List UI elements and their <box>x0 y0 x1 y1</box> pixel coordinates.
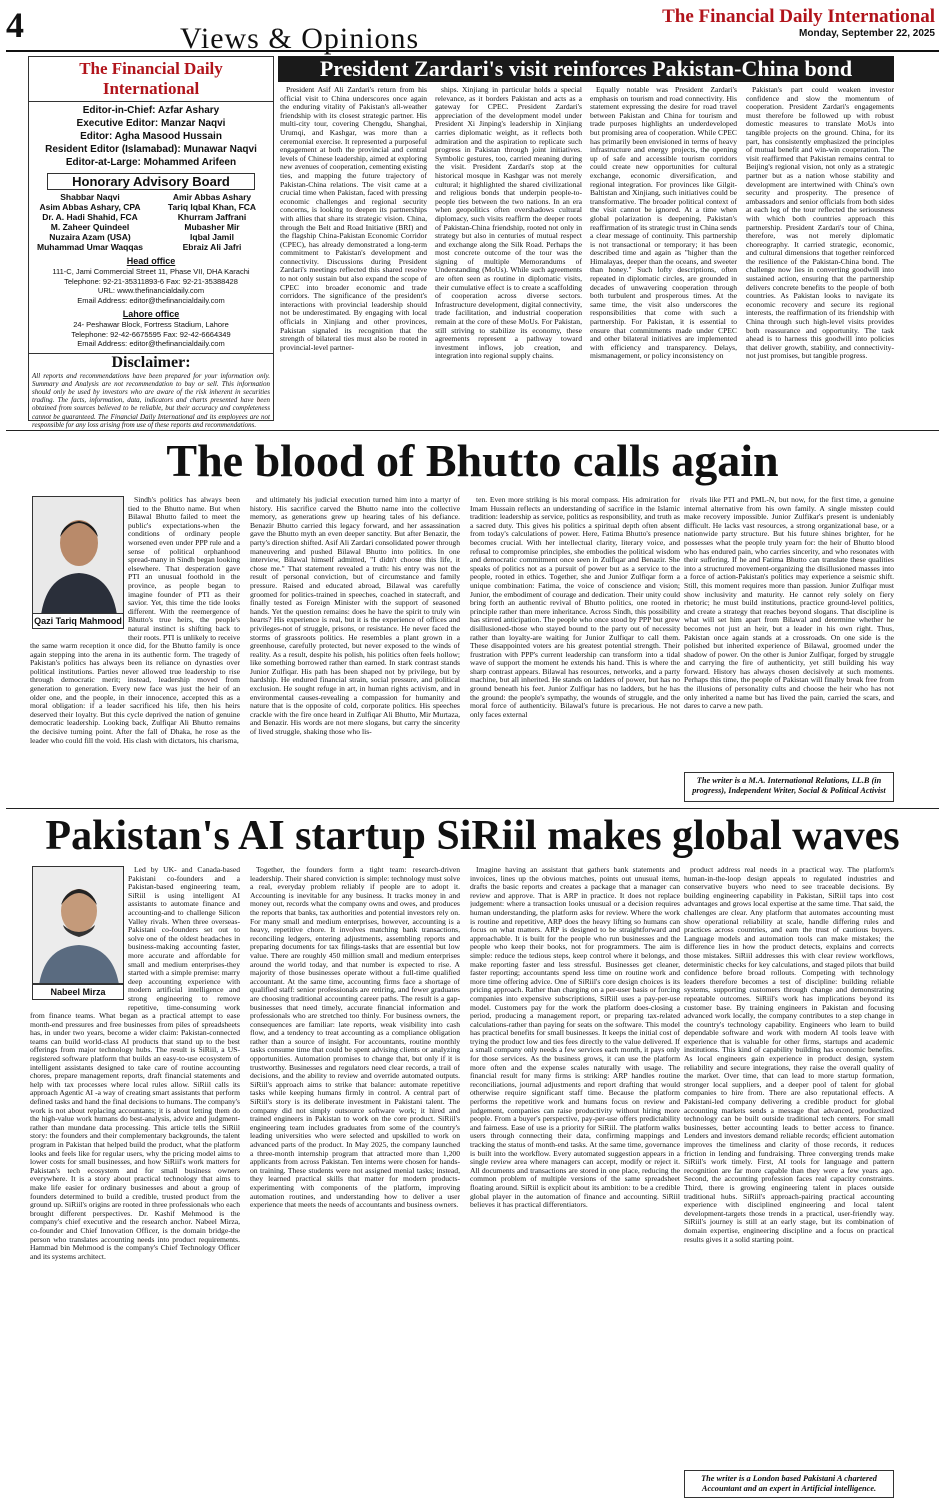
advisory-board-members <box>29 192 273 252</box>
paragraph: and ultimately his judicial execution turned him into a martyr of history. His sacrifice carved the Bhutto name into the collective memory, as generations grew up hearing tales of his defiance. Benazir Bhutto carried this legacy forward, and her assassination gave the Bhutto myth an even deeper sanctity. But after Benazir, the party's direction shifted. Asif Ali Zardari consolidated power through maneuvering and pushed Bilawal Bhutto into politics. In one interview, Bilawal himself admitted, "I didn't choose this life, it chose me." That statement revealed a truth: his entry was not the result of personal conviction, but of circumstance and family pressure. Raised and educated abroad, Bilawal was carefully groomed for politics-trained in speeches, coached in statecraft, and finally tested as Foreign Minister with the support of seasoned hands. Yet the question remains: does he have the spirit to truly win hearts? His experience is real, but it is the experience of offices and privileges-not of struggle, prisons, or resistance. He never faced the storms of grassroots politics. He resembles a plant grown in a greenhouse, carefully protected, but never exposed to the winds of reality. As a result, despite his polish, his politics often feels hollow; like something borrowed rather than earned. In stark contrast stands Junior Zulfiqar. His path has been shaped not by privilege, but by hardship. He endured financial strain, social pressure, and political exclusion. He sought refuge in art, in human rights activism, and in environmental causes-revealing a compassion for humanity and nature that is the opposite of cold, corporate politics. His speeches crackle with the fire once heard in Zulfiqar Ali Bhutto, Mir Murtaza, and Benazir. His words are not mere slogans, but carry the sincerity of lived struggle, shaking those who lis- <box>250 496 460 737</box>
advisory-member: Asim Abbas Ashary, CPA <box>39 202 141 212</box>
paragraph: product address real needs in a practical way. The platform's human-in-the-loop design appeals to regulated industries and conservative buyers who need to see traceable decisions. By building engineering capability in Pakistan, SiRiil taps into cost advantages and grows local expertise at the same time. That said, the challenges are clear. Any platform that automates accounting must show operational reliability at scale, handle differing rules and practices across countries, and earn the trust of cautious buyers. Language models and automation tools can make mistakes; the difference lies in how the product detects, explains and corrects those mistakes. SiRiil addresses this with clear review workflows, deterministic checks for key calculations, and staged pilots that build confidence before broad rollouts. Competing with technology leaders therefore becomes a test of discipline: building reliable systems, supporting customers through change and demonstrating repeatable outcomes. SiRiil's work has implications beyond its customer base. By training engineers in Pakistan and focusing advanced work locally, the company contributes to a step change in the country's technology capability. Engineers who learn to build dependable software and work with modern AI tools leave with experience that is valuable for other firms, startups and academic institutions. This kind of capability building has economic benefits. As local engineers gain experience in product design, system reliability and secure integrations, they raise the overall quality of the market. Over time, that can lead to more startup formation, stronger local suppliers, and a deeper pool of talent for global companies to hire from. There are also reputational effects. A Pakistani-led company delivering a credible product for global accounting markets sends a message that advanced, productized technology can be built outside traditional tech centers. For small businesses, better accounting leads to better access to finance. Lenders and investors demand reliable records; efficient automation improves the timeliness and clarity of those records, it reduces friction in lending and fundraising. Three converging trends make SiRiil's work timely. First, AI tools for language and pattern recognition are far more capable than they were a few years ago. Second, the accounting profession faces real capacity constraints. Third, there is growing engineering talent in places outside traditional hubs. SiRiil's approach-pairing practical accounting experience with disciplined engineering and local talent development-targets those trends in a practical, user-friendly way. SiRiil's journey is still at an early stage, but its combination of domain expertise, engineering discipline and a focus on practical results gives it a solid starting point. <box>684 866 894 1244</box>
masthead-name: The Financial Daily International <box>662 6 935 27</box>
address-line: 24- Peshawar Block, Fortress Stadium, Lahore <box>73 320 229 329</box>
paragraph: Together, the founders form a tight team: research-driven leadership. Their shared conviction is simple: technology must solve a real, everyday problem reliably if people are to adopt it. Accounting is inevitable for any business. It tracks money in and money out, records what the company owns and owes, and produces the reports that banks, tax authorities and potential investors rely on. For many small and medium enterprises, however, accounting is a heavy, repetitive chore. It involves matching bank transactions, reconciling ledgers, entering adjustments, assembling reports and preparing documents for tax filings-tasks that are essential but low value. There are roughly 450 million small and medium enterprises around the world today, and that number is expected to rise. A majority of those businesses operate without a full-time qualified accountant. At the same time, accounting firms face a shortage of qualified staff: senior professionals are retiring, and fewer graduates are choosing traditional accounting career paths. The result is a gap-businesses that need timely, accurate financial information and professionals who are stretched too thinly. For business owners, the consequences are familiar: late reports, weak visibility into cash flow, and a tendency to treat accounting as a compliance obligation rather than a source of insight. For accountants, routine monthly tasks consume time that could be spent advising clients or analyzing opportunities. Automation promises to change that, but only if it is trustworthy. Businesses and regulators need clear records, a trail of decisions, and the ability to review and override automated outputs. SiRiil's approach aims to strike that balance: automate repetitive tasks while keeping humans firmly in control. A central part of SiRiil's story is its deliberate investment in Pakistani talent. The company did not simply outsource software work; it hired and trained engineers in Pakistan to work on the core product. SiRiil's engineering team includes graduates from some of the country's leading universities who were selected and upskilled to work on advanced parts of the product. In May 2025, the company launched a three-month internship program that attracted more than 1,200 applicants from across Pakistan. Ten interns were chosen for hands-on training. These students were not assigned menial tasks; instead, they learned practical skills that matter for modern products-experimenting with components of the platform, improving automation routines, and understanding how to deliver a user experience that meets the needs of accountants and business owners. <box>250 866 460 1210</box>
article-column <box>280 86 427 426</box>
staff-paper-name: The Financial Daily International <box>29 57 273 102</box>
article-column <box>30 866 240 1470</box>
article-headline-zardari: President Zardari's visit reinforces Pakistan-China bond <box>278 56 894 82</box>
address-line: Email Address: editor@thefinancialdaily.com <box>77 295 225 305</box>
advisory-member: Iqbal Jamil <box>190 232 234 242</box>
head-office-title: Head office <box>126 256 176 266</box>
editor-line: Resident Editor (Islamabad): Munawar Naqvi <box>45 144 257 155</box>
author-bio-box: The writer is a London based Pakistani A chartered Accountant and an expert in Artificial intelligence. <box>684 1470 894 1498</box>
article-column <box>746 86 894 426</box>
author-bio-box: The writer is a M.A. International Relations, LL.B (in progress), Independent Writer, Social & Political Activist <box>684 772 894 802</box>
paragraph: President Asif Ali Zardari's return from his official visit to China underscores once again the enduring vitality of Pakistan's all-weather friendship with its closest strategic partner. His multi-city tour, covering Chengdu, Shanghai, Urumqi, and Kashgar, was more than a ceremonial exercise. It represented a purposeful engagement at both the provincial and central levels of Chinese leadership, aimed at exploring new avenues of cooperation, cementing existing ties, and mapping the future trajectory of Pakistan-China relations. The visit came at a crucial time when Pakistan, faced with pressing economic challenges and regional security concerns, is looking to deepen its partnerships with allies that share its strategic vision. China, through the Belt and Road Initiative (BRI) and the flagship China-Pakistan Economic Corridor (CPEC), has already demonstrated a long-term commitment to Pakistan's development and connectivity. Discussions during President Zardari's meetings reflected this shared resolve to not only sustain but also expand the scope of CPEC into broader economic and trade corridors. The significance of the president's interactions with provincial leadership should not be underestimated. By engaging with local officials in Xinjiang and other provinces, Pakistan signaled its recognition that the strength of bilateral ties must also be rooted in provincial-level partner- <box>280 86 427 352</box>
page-number: 4 <box>6 5 24 45</box>
address-line: Telephone: 92-42-6675595 Fax: 92-42-6664349 <box>71 329 231 339</box>
section-divider <box>6 430 939 431</box>
editor-line: Editor-in-Chief: Azfar Ashary <box>82 105 220 116</box>
masthead <box>662 6 935 39</box>
header-rule <box>6 50 939 52</box>
advisory-member: Tariq Iqbal Khan, FCA <box>167 202 257 212</box>
article-body-zardari <box>280 86 894 426</box>
author-caption: Nabeel Mirza <box>32 984 124 1000</box>
author-caption: Qazi Tariq Mahmood <box>32 613 124 629</box>
article-column <box>250 496 460 800</box>
staff-box <box>28 56 274 429</box>
editor-line: Executive Editor: Manzar Naqvi <box>76 118 226 129</box>
advisory-member: Muhammad Umar Waqqas <box>37 242 143 252</box>
disclaimer-title: Disclaimer: <box>29 353 273 372</box>
paragraph: Led by UK- and Canada-based Pakistani co-founders and a Pakistan-based engineering team, SiRiil is using intelligent AI assistants to automate finance and accounting-and to challenge Silicon Valley rivals. When three overseas-Pakistani co-founders set out to solve one of the oldest headaches in business-making accounting faster, more accurate and affordable for small and medium enterprises-they started with a simple premise: marry deep accounting experience with modern artificial intelligence and strong engineering to remove repetitive, time-consuming work from finance teams. What began as a practical attempt to ease month-end pressures and free businesses from piles of spreadsheets has, in under two years, become a wider claim: Pakistan-connected teams can build world-class AI products that stand up to the best offerings from major technology hubs. The result is SiRiil, a US-registered software platform that builds an easy-to-use ecosystem of intelligent assistants designed to take care of routine accounting chores, prepare management reports, draft financial statements and help with tax processes where local rules allow. SiRiil calls its approach Agentic AI -a way of creating smart assistants that perform defined tasks and hand the final decisions to humans. The company's work is not about replacing accountants; it is about letting them do the high-value work humans do best-analysis, advice and judgment-rather than mundane data processing. This article tells the SiRiil story: the founders and their complementary backgrounds, the talent program in Pakistan that helped build the product, what the platform looks and feels like for regular users, why the pricing model aims to lower costs for small businesses, and how SiRiil's work matters for Pakistan's tech ecosystem and for small business owners everywhere. It is a story about practical technology that aims to make life easier for ordinary businesses and about a group of founders determined to build a credible, trusted product from the ground up. SiRiil's origins are rooted in three professionals who each brought different perspectives. Dr. Kashif Mehmood is the company's chief executive and the research anchor. Nabeel Mirza, co-founder and Chief Innovation Officer, is the domain bridge-the person who translates accounting needs into product requirements. Hammad bin Mehmood is the company's Chief Technology Officer and its systems architect. <box>30 866 240 1261</box>
advisory-member: Shabbar Naqvi <box>60 192 120 202</box>
advisory-member: Nuzaira Azam (USA) <box>49 232 131 242</box>
paragraph: Sindh's politics has always been tied to the Bhutto name. But when Bilawal Bhutto failed to meet the public's expectations-when the conditions of ordinary people worsened even under PPP rule and a sense of political orphanhood spread-many in Sindh began looking elsewhere. That desperation gave PTI an unusual foothold in the province, as people began to imagine founder of PTI as their savior. Yet, this time the tide looks different. With the reemergence of Bhutto's true heirs, the people's natural instinct is shifting back to their roots. PTI is unlikely to receive the same warm reception it once did, for the Bhutto family is once again stepping into the arena in its authentic form. The tragedy of Pakistan's politics has always been its reliance on dynasties over political institutions. Parties never allowed true leadership to rise through democratic merit; instead, leadership moved from generation to generation. Every new face was just the heir of an older one, and the people, in their innocence, accepted this as a moral obligation: if a leader sacrificed his life, then his heirs deserved their loyalty. But this cycle deprived the nation of genuine democratic leadership. Looking back, Zulfiqar Ali Bhutto remains the decisive turning point. After the fall of Dhaka, he rose as the leader who could fill the void. His clash with dictators, his charisma, <box>30 496 240 745</box>
article-body-siriil <box>30 866 894 1470</box>
address-line: Telephone: 92-21-35311893-6 Fax: 92-21-35388428 <box>64 276 238 286</box>
advisory-member: Ebraiz Ali Jafri <box>182 242 242 252</box>
article-column <box>684 866 894 1434</box>
disclaimer-text: All reports and recommendations have been prepared for your information only. Summary and Analysis are not recommendation to buy or sell. This information should only be used by investors who are aware of the risk inherent in securities trading. The facts, information, data, indicators and charts presented have been obtained from sources believed to be reliable, but their accuracy and completeness cannot be guaranteed. The Financial Daily International and its employees are not responsible for any loss arising from use of these reports and recommendations. <box>32 371 270 429</box>
article-column <box>435 86 582 426</box>
editor-line: Editor: Agha Masood Hussain <box>80 131 222 142</box>
article-column <box>470 866 680 1470</box>
section-title: Views & Opinions <box>180 22 420 55</box>
section-divider <box>6 808 939 809</box>
paragraph: ships. Xinjiang in particular holds a special relevance, as it borders Pakistan and acts as a gateway for CPEC. President Zardari's appreciation of the development model under President Xi Jinping's leadership in Xinjiang carries diplomatic weight, as it reflects both admiration and the aspiration to replicate such progress in Pakistan through joint initiatives. Symbolic gestures, too, carried meaning during the visit. President Zardari's stop at the historical mosque in Kashgar was not merely cultural; it highlighted the shared civilizational and religious bonds that underpin people-to-people ties between the two nations. In an era when geopolitics often overshadows cultural diplomacy, such visits reaffirm the deeper roots of Pakistan-China friendship, rooted not only in strategy but also in centuries of mutual respect and exchange along the Silk Road. Perhaps the most concrete outcome of the tour was the signing of multiple Memorandums of Understanding (MoUs). While such agreements are often seen as routine in diplomatic visits, their cumulative effect is to create a scaffolding of cooperation across diverse sectors. Infrastructure development, digital connectivity, trade facilitation, and industrial cooperation remain at the core of these MoUs. For Pakistan, still striving to stabilize its economy, these agreements represent a pathway toward investment inflows, job creation, and integration into regional supply chains. <box>435 86 582 361</box>
advisory-member: Dr. A. Hadi Shahid, FCA <box>42 212 138 222</box>
article-headline-bhutto: The blood of Bhutto calls again <box>166 435 779 486</box>
paragraph: Pakistan's part could weaken investor confidence and slow the momentum of cooperation. President Zardari's engagements must therefore be followed up with robust domestic measures to translate MoUs into tangible projects on the ground. China, for its part, has consistently emphasized the principles of mutual benefit and win-win cooperation. The visit reaffirmed that Pakistan remains central to Beijing's regional vision, not only as a strategic partner but as a nation whose stability and development are intertwined with China's own security and prosperity. The presence of ambassadors and senior officials from both sides at each leg of the tour reflected the seriousness with which both countries approach this partnership. President Zardari's tour of China, therefore, was not merely diplomatic choreography. It carried strategic, economic, and cultural dimensions that together reinforced the resilience of the Pakistan-China bond. The challenge now lies in converting goodwill into sustained action, ensuring that the partnership delivers concrete benefits to the people of both countries. As Pakistan looks to navigate its economic recovery and secure its regional interests, the reaffirmation of its friendship with China through such high-level visits provides both reassurance and opportunity. The task ahead is to harness this goodwill into policies that deliver growth, stability, and connectivity-not just promises, but tangible progress. <box>746 86 894 361</box>
issue-date: Monday, September 22, 2025 <box>799 28 935 39</box>
editors-list <box>29 102 273 169</box>
advisory-board-title: Honorary Advisory Board <box>47 173 255 190</box>
lahore-office-address <box>29 320 273 349</box>
article-body-bhutto <box>30 496 894 800</box>
advisory-member: M. Zaheer Quindeel <box>50 222 130 232</box>
advisory-member: Amir Abbas Ashary <box>172 192 252 202</box>
article-column <box>250 866 460 1470</box>
advisory-member: Khurram Jaffrani <box>177 212 247 222</box>
address-line: Email Address: editor@thefinancialdaily.com <box>77 339 225 348</box>
editor-line: Editor-at-Large: Mohammed Arifeen <box>65 157 237 168</box>
head-office-address <box>29 267 273 305</box>
paragraph: rivals like PTI and PML-N, but now, for the first time, a genuine internal alternative from his own family. A single misstep could make recovery impossible. Junior Zulfikar's present is undeniably difficult. He lacks vast resources, a strong organizational base, or a nationwide party structure. But his future shines brighter, for he possesses what the people truly yearn for: the heir of Bhutto blood who has endured pain, who carries sincerity, and who resonates with their suffering. If he and Fatima Bhutto can translate these qualities into a structured movement-organizing the disillusioned masses into a force of action-Pakistan's politics may experience a seismic shift. Still, this moment requires more than passion. Junior Zulfiqar must show inclusivity and maturity. He cannot rely solely on fiery rhetoric; he must build institutions, practice ground-level politics, and create a strategy that reaches beyond slogans. That discipline is what will set him apart from Bilawal and determine whether he becomes not just an heir, but a leader in his own right. Thus, Pakistan once again stands at a crossroads. On one side is the polished but inherited experience of Bilawal, groomed under the shadow of power. On the other is Junior Zulfiqar, forged by struggle and carrying the fire of authenticity, yet still building his way forward. History has always chosen decisively at such moments. Perhaps this time, the people of Pakistan will finally break free from the illusions of personality cults and choose the heir who has not only inherited a name but has lived the pain, carried the scars, and dares to carve a new path. <box>684 496 894 711</box>
advisory-member: Mubasher Mir <box>184 222 240 232</box>
article-column <box>590 86 737 426</box>
article-column <box>30 496 240 800</box>
article-column <box>470 496 680 800</box>
address-line: 111-C, Jami Commercial Street 11, Phase VII, DHA Karachi <box>52 267 250 276</box>
article-headline-siriil: Pakistan's AI startup SiRiil makes global waves <box>45 813 900 859</box>
paragraph: Imagine having an assistant that gathers bank statements and invoices, lines up the obvious matches, points out unusual items, drafts the basic reports and creates a package that a manager can review and approve. That is ARP in practice. It does not replace judgement: where a transaction looks unusual or a decision requires human understanding, the platform asks for review. Where the work is routine and repetitive, ARP does the heavy lifting so humans can focus on what matters. ARP is designed to be straightforward and approachable. It is built for the people who run businesses and the people who keep their books, not for programmers. The aim is simple: reduce the tedious steps, keep control where it belongs, and make reporting faster and less stressful. Businesses get cleaner, faster reporting; accountants spend less time on routine work and more time offering advice. One of SiRiil's core design choices is its pricing approach. Rather than charging on a per-user basis or forcing companies into expensive subscriptions, SiRiil uses a pay-per-use model. Customers pay for the work the platform does-closing a period, producing a management report, or preparing tax-related calculations-rather than paying for seats on the software. This model has practical benefits for small businesses. It keeps the initial cost of trying the product low and ties fees directly to the value delivered. If a small company only needs a few services each month, it pays only for those services. As the business grows, it can use the platform more often and the expense scales naturally with usage. The financial result for many firms is striking: ARP handles routine reconciliations, journal adjustments and report drafting that would otherwise require significant staff time. Because the platform performs the repetitive work and humans focus on review and judgement, companies can raise productivity without hiring more people. From a buyer's perspective, pay-per-use offers predictability and fairness. Ease of use is a priority for SiRiil. The platform walks users through connecting their data, confirming mappings and tracking the status of month-end tasks. At the same time, governance is built into the workflow. Every automated suggestion appears in a single review area where managers can accept, modify or reject it. All documents and transactions are stored in one place, reducing the common problem of multiple versions of the same spreadsheet floating around. SiRiil is explicit about its ambition: to be a credible global player in the automation of finance and accounting. SiRiil believes it has practical differentiators. <box>470 866 680 1210</box>
paragraph: Equally notable was President Zardari's emphasis on tourism and road connectivity. His statement expressing the desire for road travel between Pakistan and China for tourism and trade purposes highlights an underdeveloped but promising area of cooperation. While CPEC has primarily been envisioned in terms of heavy infrastructure and energy projects, the opening up of safe and accessible tourism corridors could create new opportunities for cultural exchange, economic diversification, and regional integration. For provinces like Gilgit-Baltistan and Xinjiang, such initiatives could be transformative. The broader political context of the visit cannot be ignored. At a time when global polarization is deepening, Pakistan's reaffirmation of its strategic trust in China sends a clear message of continuity. This partnership is not transactional or temporary; it has been described time and again as "higher than the Himalayas, deeper than the oceans, and sweeter than honey." Such lofty descriptions, often repeated in diplomatic circles, are grounded in decades of unwavering cooperation through both turbulent and prosperous times. At the same time, the visit also underscores the responsibilities that come with such a partnership. For Pakistan, it is essential to ensure that commitments made under CPEC and other bilateral initiatives are implemented with efficiency and transparency. Delays, mismanagement, or policy inconsistency on <box>590 86 737 361</box>
paragraph: ten. Even more striking is his moral compass. His admiration for Imam Hussain reflects an understanding of sacrifice in the Islamic tradition: leadership as service, politics as responsibility, and truth as a sacred duty. This gives his politics a spiritual depth often absent from today's calculations of power. Here, Fatima Bhutto's presence becomes crucial. With her intellectual clarity, literary voice, and refusal to compromise principles, she embodies the political wisdom and democratic commitment once seen in Zulfiqar and Benazir. She speaks of politics not as a pursuit of power but as a service to the people, rooted in ethics. Together, she and Junior Zulfiqar form a unique combination: Fatima, the voice of conscience and vision; Junior, the embodiment of courage and dedication. Their unity could bring forth an authentic revival of Bhutto politics, one rooted in principle rather than mere inheritance. Across Sindh, this possibility has stirred anticipation. The people who once stood by PPP but grew disillusioned-those who stayed bound to the party out of necessity rather than loyalty-are waiting for Junior Zulfiqar to call them. These disappointed voters are his greatest potential strength. Their frustration with PPP's current leadership can transform into a tidal wave of support the moment he extends his hand. This is where the sharp contrast appears. Bilawal has resources, networks, and a party machine, but all inherited. He stands on ladders of power, but has no ground beneath his feet. Junior Zulfiqar has no ladders, but he has the ground: the people's sympathy, the wounds of struggle, and the moral force of authenticity. Bilawal's future is precarious. He not only faces external <box>470 496 680 719</box>
address-line: URL: www.thefinancialdaily.com <box>97 286 205 295</box>
article-column <box>684 496 894 762</box>
lahore-office-title: Lahore office <box>122 309 180 319</box>
